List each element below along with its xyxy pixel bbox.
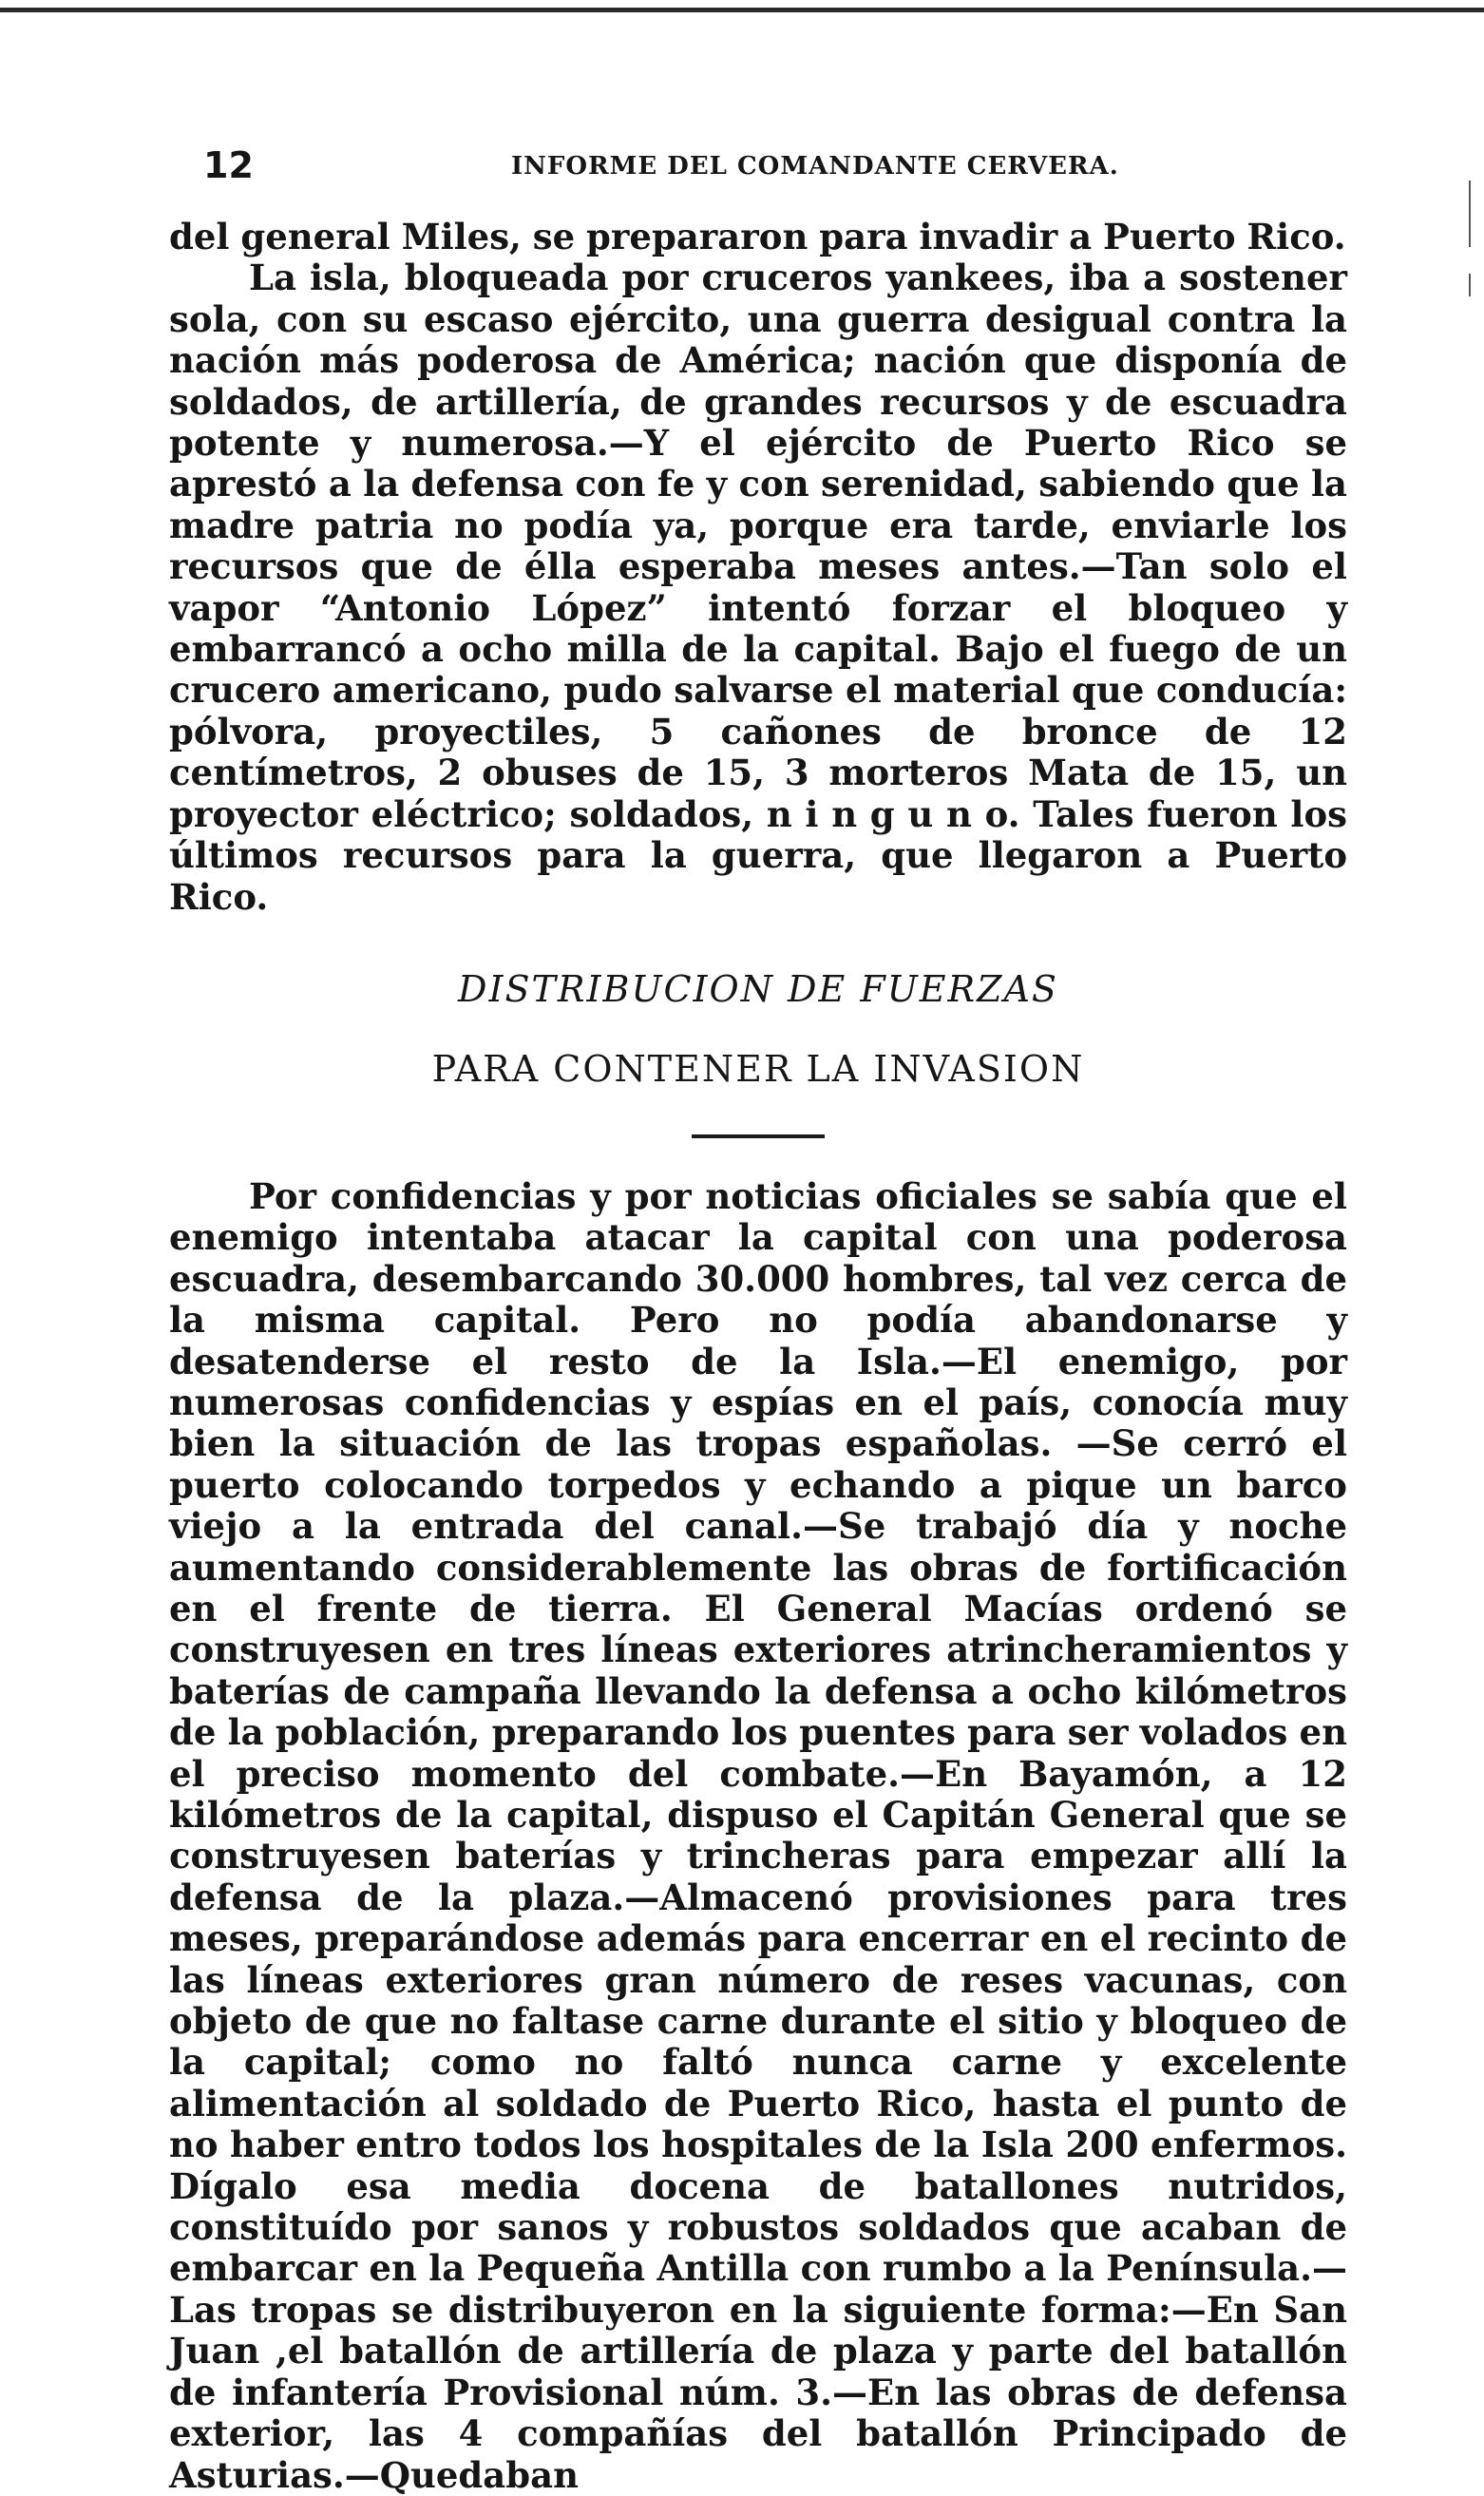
running-head: [169, 144, 1347, 192]
paragraph: [169, 1176, 1347, 2496]
paragraph-text: La isla, bloqueada por cruceros yankees, iba a sostener sola, con su escaso ejército, una guerra desigual contra la nación más poderosa de América; nación que disponía de soldados, de artillería, de grandes recursos y de escuadra potente y numerosa.—Y el ejército de Puerto Rico se aprestó a la defensa con fe y con serenidad, sabiendo que la madre patria no podía ya, porque era tarde, enviarle los recursos que de élla esperaba meses antes.—Tan solo el vapor “Antonio López” intentó forzar el bloqueo y embarrancó a ocho milla de la capital. Bajo el fuego de un crucero americano, pudo salvarse el material que conducía: pólvora, proyectiles, 5 cañones de bronce de 12 centímetros, 2 obuses de 15, 3 morteros Mata de 15, un proyector eléctrico; soldados, n i n g u n o. Tales fueron los últimos recursos para la guerra, que llegaron a Puerto Rico.: [169, 257, 1347, 918]
text-column: [169, 217, 1347, 2496]
heading-divider: [692, 1134, 825, 1138]
page-edge-mark: [1469, 181, 1471, 247]
paragraph: [169, 257, 1347, 918]
continued-paragraph: [169, 217, 1347, 257]
section-heading-subtitle: PARA CONTENER LA INVASION: [431, 1047, 1085, 1090]
page-top-rule: [0, 8, 1484, 12]
section-heading-title: DISTRIBUCION DE FUERZAS: [458, 967, 1058, 1010]
page-number: 12: [203, 144, 254, 186]
paragraph-text: del general Miles, se prepararon para invadir a Puerto Rico.: [169, 216, 1346, 257]
running-title: INFORME DEL COMANDANTE CERVERA.: [511, 152, 1119, 181]
page-edge-mark: [1469, 274, 1471, 296]
paragraph-text: Por confidencias y por noticias oficiales se sabía que el enemigo intentaba atacar la capital con una poderosa escuadra, desembarcando 30.000 hombres, tal vez cerca de la misma capital. Pero no podía abandonarse y desatenderse el resto de la Isla.—El enemigo, por numerosas confidencias y espías en el país, conocía muy bien la situación de las tropas españolas. —Se cerró el puerto colocando torpedos y echando a pique un barco viejo a la entrada del canal.—Se trabajó día y noche aumentando considerablemente las obras de fortificación en el frente de tierra. El General Macías ordenó se construyesen en tres líneas exteriores atrincheramientos y baterías de campaña llevando la defensa a ocho kilómetros de la población, preparando los puentes para ser volados en el preciso momento del combate.—En Bayamón, a 12 kilómetros de la capital, dispuso el Capitán General que se construyesen baterías y trincheras para empezar allí la defensa de la plaza.—Almacenó provisiones para tres meses, preparándose además para encerrar en el recinto de las líneas exteriores gran número de reses vacunas, con objeto de que no faltase carne durante el sitio y bloqueo de la capital; como no faltó nunca carne y excelente alimentación al soldado de Puerto Rico, hasta el punto de no haber entro todos los hospitales de la Isla 200 enfermos. Dígalo esa media docena de batallones nutridos, constituído por sanos y robustos soldados que acaban de embarcar en la Pequeña Antilla con rumbo a la Península.—Las tropas se distribuyeron en la siguiente forma:—En San Juan ,el batallón de artillería de plaza y parte del batallón de infantería Provisional núm. 3.—En las obras de defensa exterior, las 4 compañías del batallón Principado de Asturias.—Quedaban: [169, 1174, 1347, 2496]
